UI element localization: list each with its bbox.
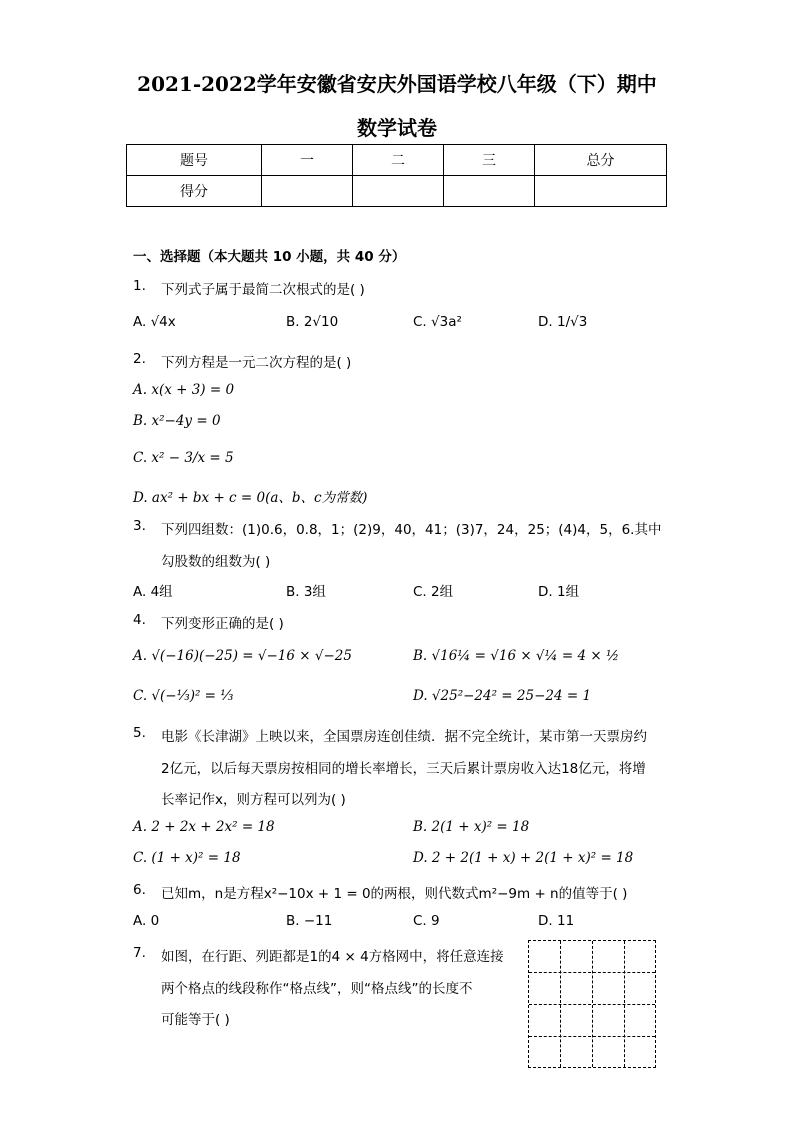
option-d: D. √25²−24² = 25−24 = 1 — [413, 688, 592, 704]
question-stem-line1: 如图，在行距、列距都是1的4 × 4方格网中，将任意连接 — [161, 949, 504, 965]
option-d: D. 1组 — [538, 584, 580, 600]
option-d: D. 11 — [538, 913, 575, 929]
question-number: 6. — [133, 882, 146, 898]
option-b: B. 2√10 — [286, 314, 339, 330]
grid-line — [529, 1036, 655, 1037]
question-number: 7. — [133, 945, 146, 961]
page-title: 2021-2022学年安徽省安庆外国语学校八年级（下）期中 — [137, 72, 657, 96]
option-d: D. 1/√3 — [538, 314, 588, 330]
grid-line — [529, 1004, 655, 1005]
option-a: A. 0 — [133, 913, 160, 929]
score-input-cell[interactable] — [444, 176, 535, 207]
option-b: B. √16¼ = √16 × √¼ = 4 × ½ — [413, 648, 620, 664]
option-c: C. √3a² — [413, 314, 462, 330]
grid-line — [529, 972, 655, 973]
score-input-cell[interactable] — [262, 176, 353, 207]
question-stem-line2: 勾股数的组数为( ) — [161, 554, 271, 570]
option-a: A. x(x + 3) = 0 — [133, 382, 235, 398]
question-stem: 下列方程是一元二次方程的是( ) — [161, 355, 352, 371]
option-a: A. √(−16)(−25) = √−16 × √−25 — [133, 648, 352, 664]
option-a: A. √4x — [133, 314, 176, 330]
option-a: A. 4组 — [133, 584, 173, 600]
question-number: 4. — [133, 612, 146, 628]
option-a: A. 2 + 2x + 2x² = 18 — [133, 819, 275, 835]
table-cell: 题号 — [127, 145, 262, 176]
option-b: B. 2(1 + x)² = 18 — [413, 819, 530, 835]
question-stem: 已知m，n是方程x²−10x + 1 = 0的两根，则代数式m²−9m + n的值等于( ) — [161, 886, 628, 902]
question-stem-line3: 长率记作x，则方程可以列为( ) — [161, 792, 346, 808]
option-c: C. 2组 — [413, 584, 454, 600]
option-b: B. −11 — [286, 913, 333, 929]
page-subtitle: 数学试卷 — [357, 116, 437, 140]
table-cell: 二 — [353, 145, 444, 176]
section-heading: 一、选择题（本大题共 10 小题，共 40 分） — [133, 249, 406, 265]
score-input-cell[interactable] — [353, 176, 444, 207]
grid-figure — [528, 940, 656, 1068]
question-stem-line2: 两个格点的线段称作“格点线”，则“格点线”的长度不 — [161, 981, 473, 997]
table-cell: 一 — [262, 145, 353, 176]
question-number: 1. — [133, 278, 146, 294]
table-cell: 得分 — [127, 176, 262, 207]
option-c: C. x² − 3/x = 5 — [133, 450, 234, 466]
question-stem-line1: 下列四组数：(1)0.6，0.8，1；(2)9，40，41；(3)7，24，25；(4)4，5，6.其中 — [161, 522, 662, 538]
question-number: 2. — [133, 351, 146, 367]
question-number: 3. — [133, 518, 146, 534]
option-c: C. 9 — [413, 913, 440, 929]
option-d: D. 2 + 2(1 + x) + 2(1 + x)² = 18 — [413, 850, 634, 866]
question-stem: 下列变形正确的是( ) — [161, 616, 284, 632]
question-stem: 下列式子属于最简二次根式的是( ) — [161, 282, 365, 298]
question-stem-line1: 电影《长津湖》上映以来，全国票房连创佳绩．据不完全统计，某市第一天票房约 — [161, 729, 647, 745]
question-stem-line3: 可能等于( ) — [161, 1012, 230, 1028]
question-stem-line2: 2亿元，以后每天票房按相同的增长率增长，三天后累计票房收入达18亿元，将增 — [161, 761, 646, 777]
table-row — [127, 176, 667, 207]
option-c: C. √(−⅓)² = ⅓ — [133, 688, 234, 704]
option-c: C. (1 + x)² = 18 — [133, 850, 241, 866]
question-number: 5. — [133, 725, 146, 741]
table-cell: 三 — [444, 145, 535, 176]
score-table — [126, 144, 667, 207]
option-b: B. 3组 — [286, 584, 326, 600]
table-cell: 总分 — [535, 145, 667, 176]
option-d: D. ax² + bx + c = 0(a、b、c为常数) — [133, 490, 368, 506]
table-row — [127, 145, 667, 176]
score-input-cell[interactable] — [535, 176, 667, 207]
option-b: B. x²−4y = 0 — [133, 413, 221, 429]
